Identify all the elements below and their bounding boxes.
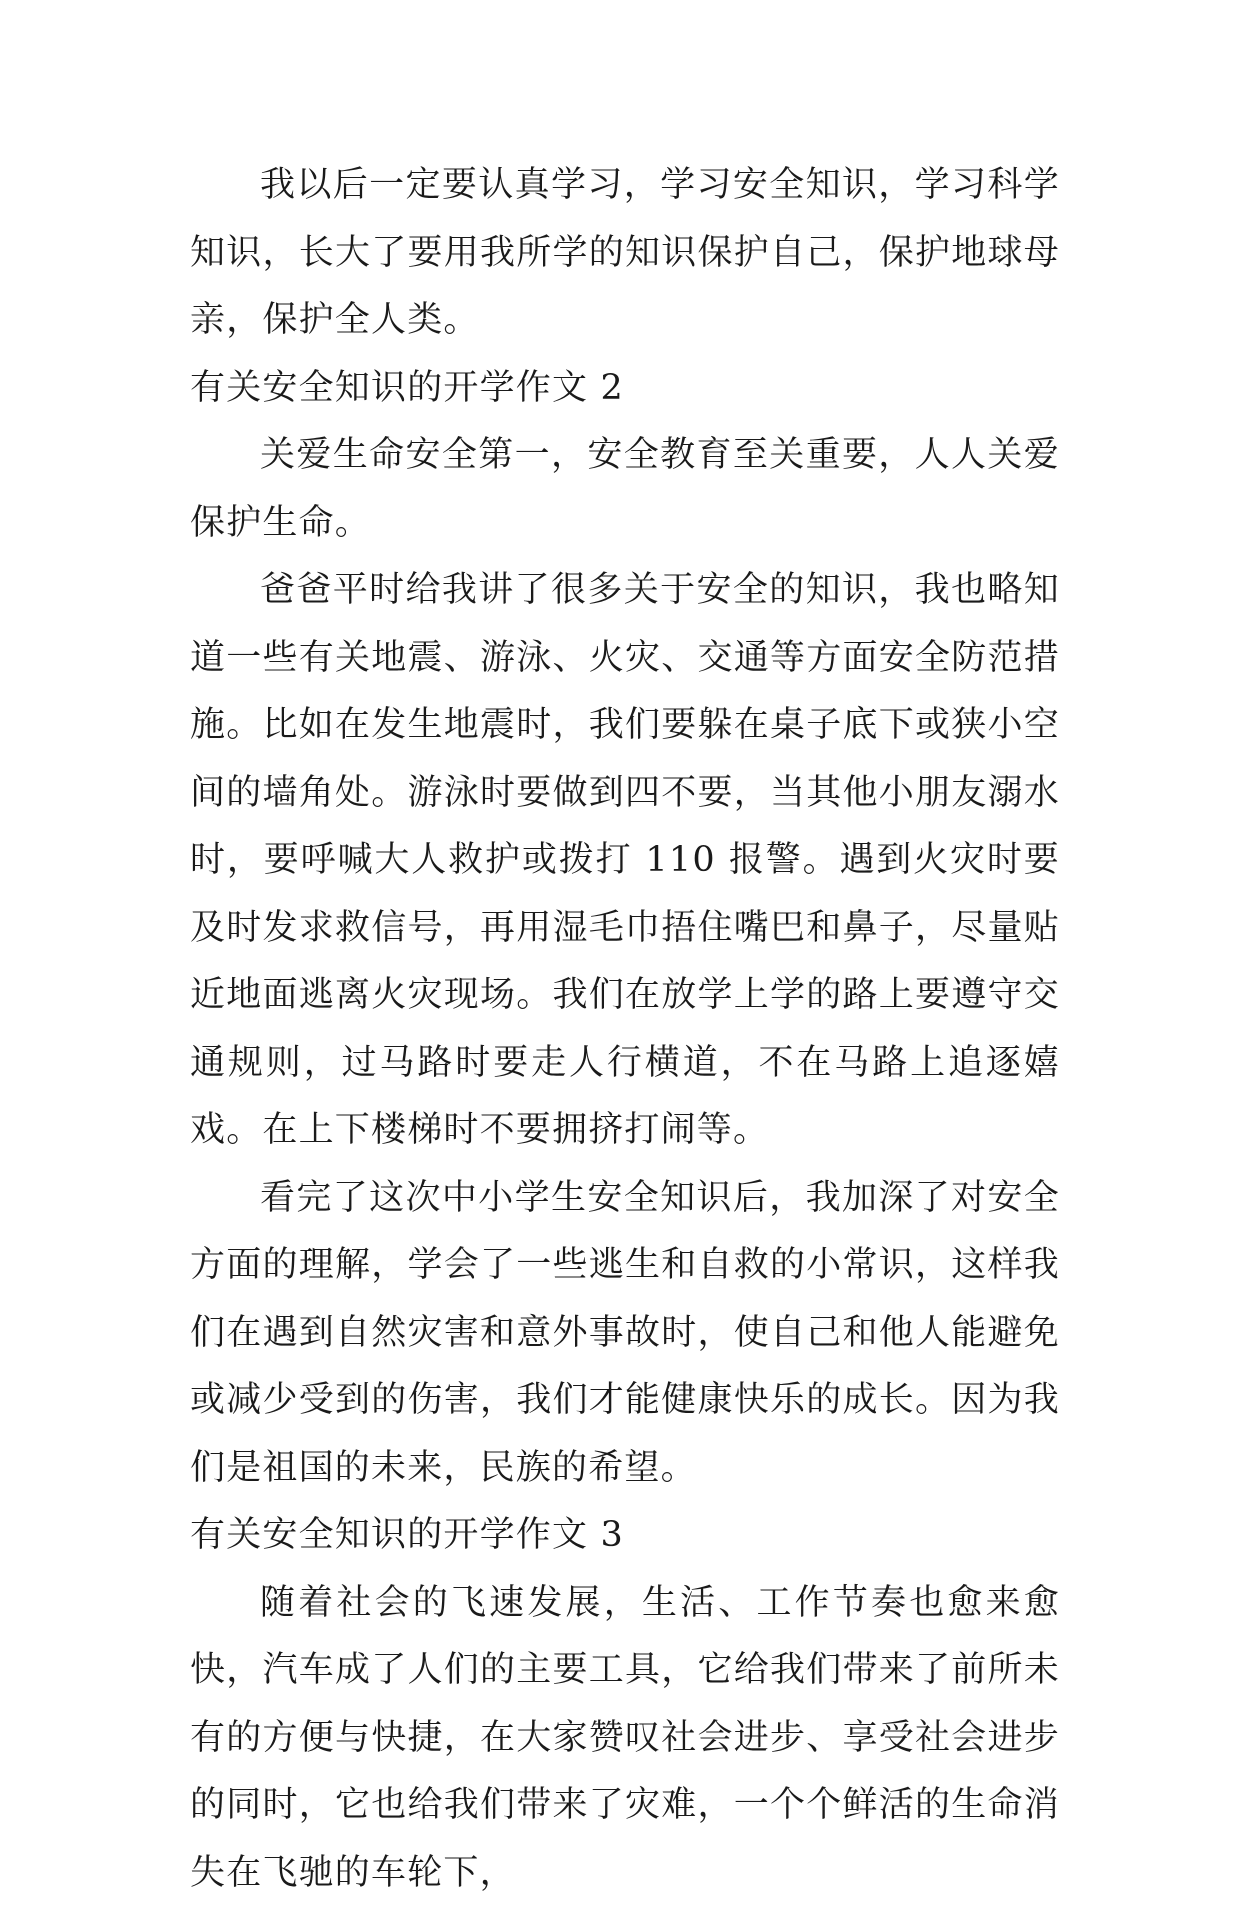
paragraph-safety-measures: 爸爸平时给我讲了很多关于安全的知识，我也略知道一些有关地震、游泳、火灾、交通等方面安全防范措施。比如在发生地震时，我们要躲在桌子底下或狭小空间的墙角处。游泳时要做到四不要，当其他小朋友溺水时，要呼喊大人救护或拨打 110 报警。遇到火灾时要及时发求救信号，再用湿毛巾捂住嘴巴和鼻子，尽量贴近地面逃离火灾现场。我们在放学上学的路上要遵守交通规则，过马路时要走人行横道，不在马路上追逐嬉戏。在上下楼梯时不要拥挤打闹等。 bbox=[190, 557, 1060, 1165]
essay-heading-3: 有关安全知识的开学作文 3 bbox=[190, 1502, 1060, 1570]
essay-heading-2: 有关安全知识的开学作文 2 bbox=[190, 355, 1060, 423]
paragraph-conclusion: 我以后一定要认真学习，学习安全知识，学习科学知识，长大了要用我所学的知识保护自己，保护地球母亲，保护全人类。 bbox=[190, 152, 1060, 355]
paragraph-care-life: 关爱生命安全第一，安全教育至关重要，人人关爱保护生命。 bbox=[190, 422, 1060, 557]
document-body bbox=[190, 152, 1060, 1907]
paragraph-traffic: 随着社会的飞速发展，生活、工作节奏也愈来愈快，汽车成了人们的主要工具，它给我们带来了前所未有的方便与快捷，在大家赞叹社会进步、享受社会进步的同时，它也给我们带来了灾难，一个个鲜活的生命消失在飞驰的车轮下， bbox=[190, 1570, 1060, 1907]
paragraph-reflection: 看完了这次中小学生安全知识后，我加深了对安全方面的理解，学会了一些逃生和自救的小常识，这样我们在遇到自然灾害和意外事故时，使自己和他人能避免或减少受到的伤害，我们才能健康快乐的成长。因为我们是祖国的未来，民族的希望。 bbox=[190, 1165, 1060, 1503]
